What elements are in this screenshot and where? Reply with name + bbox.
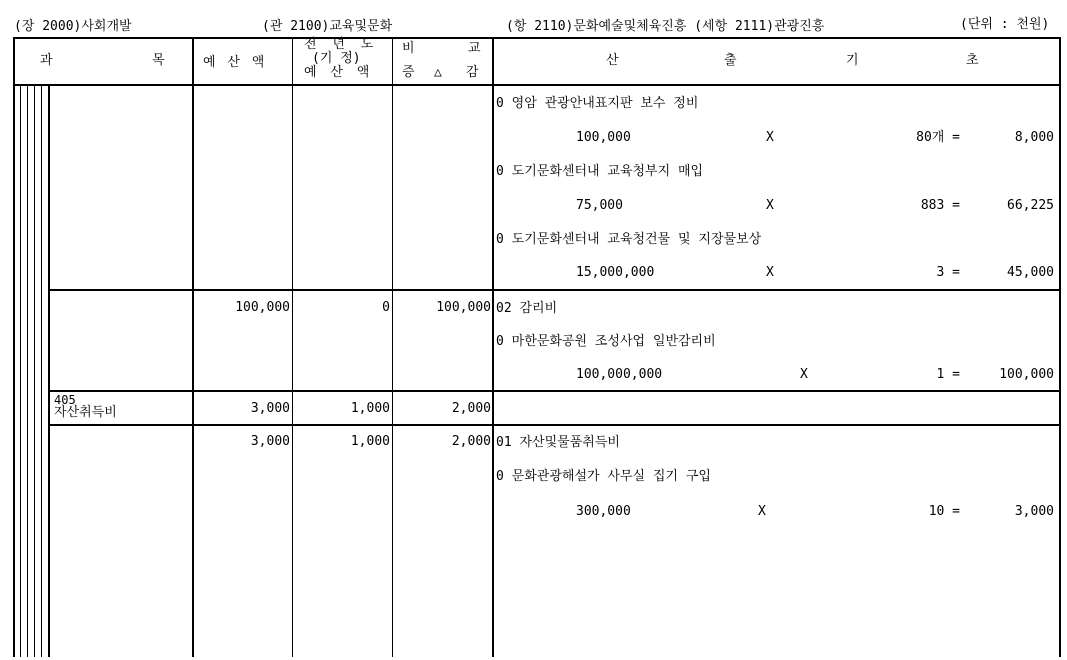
calc-multiply: X xyxy=(758,504,766,519)
col-header-calc-3: 기 xyxy=(846,53,859,68)
col-header-calc-4: 초 xyxy=(966,53,979,68)
chapter-label: (장 2000)사회개발 xyxy=(14,19,132,34)
col-header-calc-1: 산 xyxy=(606,53,619,68)
calc-amount: 8,000 xyxy=(1014,130,1054,145)
calc-unit-price: 100,000 xyxy=(576,130,631,145)
header-bottom-border xyxy=(13,84,1061,86)
hier-line-1 xyxy=(20,86,21,657)
hier-line-4 xyxy=(41,86,42,657)
calc-item-text: 0 영암 관광안내표지판 보수 정비 xyxy=(496,96,699,111)
diff-amount: 100,000 xyxy=(436,300,491,315)
calc-item-text: 0 마한문화공원 조성사업 일반감리비 xyxy=(496,334,716,349)
calc-amount: 45,000 xyxy=(1007,265,1054,280)
diff-amount: 2,000 xyxy=(451,434,491,449)
calc-multiply: X xyxy=(766,198,774,213)
calc-item-text: 0 도기문화센터내 교육청건물 및 지장물보상 xyxy=(496,232,762,247)
calc-unit-price: 15,000,000 xyxy=(576,265,655,280)
calc-qty: 10 = xyxy=(928,504,960,519)
col-header-mok: 목 xyxy=(152,53,165,68)
calc-multiply: X xyxy=(766,265,774,280)
hier-line-5 xyxy=(48,86,50,657)
calc-unit-price: 300,000 xyxy=(576,504,631,519)
table-right-border xyxy=(1059,37,1061,657)
col-header-gwa: 과 xyxy=(40,53,53,68)
budget-amount: 100,000 xyxy=(235,300,290,315)
budget-amount: 3,000 xyxy=(250,401,290,416)
hier-line-3 xyxy=(34,86,35,657)
prev-budget-amount: 1,000 xyxy=(350,434,390,449)
account-name: 자산취득비 xyxy=(54,405,117,420)
diff-amount: 2,000 xyxy=(451,401,491,416)
col-divider-1 xyxy=(192,37,194,657)
row-divider-3 xyxy=(48,424,1061,426)
table-left-border xyxy=(13,37,15,657)
calc-qty: 883 = xyxy=(920,198,960,213)
calc-amount: 3,000 xyxy=(1014,504,1054,519)
col-divider-3 xyxy=(392,37,393,657)
calc-amount: 66,225 xyxy=(1007,198,1054,213)
col-header-cmp-1a: 비 xyxy=(402,41,415,56)
row-divider-2 xyxy=(48,390,1061,392)
budget-amount: 3,000 xyxy=(250,434,290,449)
col-header-budget: 예 산 액 xyxy=(203,55,265,70)
unit-label: (단위 : 천원) xyxy=(960,17,1050,32)
account-code: 405 xyxy=(54,393,76,407)
col-header-prev-3: 예 산 액 xyxy=(304,65,370,80)
col-header-cmp-2b: △ xyxy=(434,65,442,80)
col-header-prev-1: 전 년 도 xyxy=(304,37,374,52)
col-header-cmp-2c: 감 xyxy=(466,65,479,80)
calc-qty: 80개 = xyxy=(916,130,960,145)
expense-title: 01 자산및물품취득비 xyxy=(496,435,620,450)
calc-multiply: X xyxy=(766,130,774,145)
section-label: (관 2100)교육및문화 xyxy=(262,19,393,34)
col-header-prev-2: (기 정) xyxy=(312,51,361,66)
calc-amount: 100,000 xyxy=(999,367,1054,382)
calc-unit-price: 100,000,000 xyxy=(576,367,663,382)
calc-item-text: 0 문화관광해설가 사무실 집기 구입 xyxy=(496,469,711,484)
item-label: (항 2110)문화예술및체육진흥 (세항 2111)관광진흥 xyxy=(506,19,825,34)
calc-item-text: 0 도기문화센터내 교육청부지 매입 xyxy=(496,164,704,179)
col-header-cmp-1b: 교 xyxy=(468,41,481,56)
col-divider-4 xyxy=(492,37,494,657)
calc-qty: 3 = xyxy=(936,265,960,280)
calc-unit-price: 75,000 xyxy=(576,198,623,213)
col-divider-2 xyxy=(292,37,293,657)
col-header-cmp-2a: 증 xyxy=(402,65,415,80)
calc-multiply: X xyxy=(800,367,808,382)
row-divider-1 xyxy=(48,289,1061,291)
calc-qty: 1 = xyxy=(936,367,960,382)
expense-title: 02 감리비 xyxy=(496,301,558,316)
col-header-calc-2: 출 xyxy=(724,53,737,68)
prev-budget-amount: 1,000 xyxy=(350,401,390,416)
hier-line-2 xyxy=(27,86,28,657)
prev-budget-amount: 0 xyxy=(382,300,390,315)
table-top-border xyxy=(13,37,1061,39)
